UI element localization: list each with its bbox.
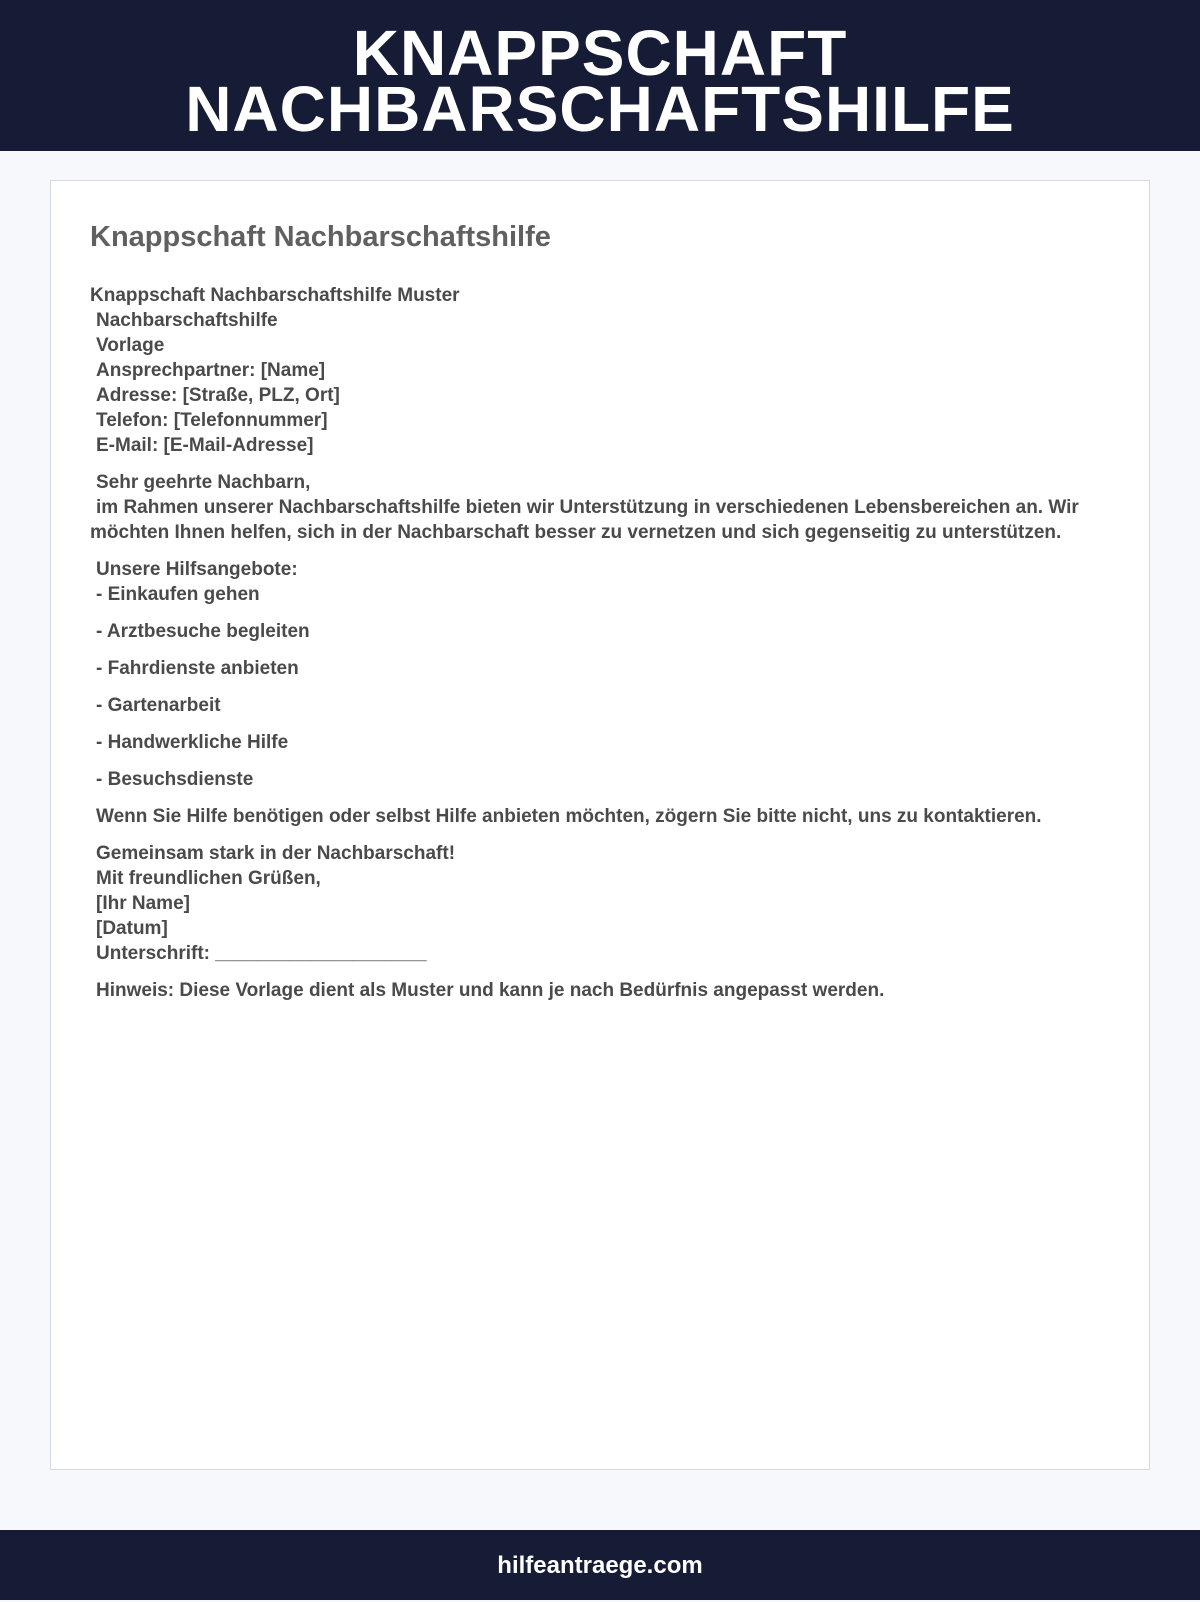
header-line: Vorlage xyxy=(96,335,165,356)
offer-item: - Gartenarbeit xyxy=(96,695,221,716)
banner-title xyxy=(0,17,1200,145)
document-card xyxy=(50,180,1150,1470)
offers-block xyxy=(90,557,1111,607)
footer-site-link[interactable]: hilfeantraege.com xyxy=(497,1552,703,1579)
header-line: Telefon: [Telefonnummer] xyxy=(96,410,328,431)
intro-text: im Rahmen unserer Nachbarschaftshilfe bieten wir Unterstützung in verschiedenen Lebensbereichen an. Wir möchten Ihnen helfen, sich in der Nachbarschaft besser zu vernetzen und sich gegenseitig zu unterstützen. xyxy=(90,497,1079,543)
offer-item: - Einkaufen gehen xyxy=(96,584,260,605)
salutation: Sehr geehrte Nachbarn, xyxy=(96,472,311,493)
footer xyxy=(0,1530,1200,1600)
offers-heading: Unsere Hilfsangebote: xyxy=(96,559,298,580)
closing-line: [Datum] xyxy=(96,918,168,939)
closing-line: [Ihr Name] xyxy=(96,893,190,914)
document-title: Knappschaft Nachbarschaftshilfe xyxy=(90,221,551,253)
header-line: Nachbarschaftshilfe xyxy=(96,310,278,331)
closing-line: Mit freundlichen Grüßen, xyxy=(96,868,321,889)
header-line: E-Mail: [E-Mail-Adresse] xyxy=(96,435,314,456)
intro-block xyxy=(90,470,1111,545)
contact-note: Wenn Sie Hilfe benötigen oder selbst Hilfe anbieten möchten, zögern Sie bitte nicht, uns zu kontaktieren. xyxy=(96,806,1042,827)
offer-item: - Arztbesuche begleiten xyxy=(96,621,310,642)
hint-note: Hinweis: Diese Vorlage dient als Muster und kann je nach Bedürfnis angepasst werden. xyxy=(96,980,885,1001)
banner xyxy=(0,0,1200,151)
offer-item: - Fahrdienste anbieten xyxy=(96,658,299,679)
offer-item: - Besuchsdienste xyxy=(96,769,254,790)
banner-title-line-2: NACHBARSCHAFTSHILFE xyxy=(185,73,1015,145)
closing-line: Gemeinsam stark in der Nachbarschaft! xyxy=(96,843,456,864)
header-line: Adresse: [Straße, PLZ, Ort] xyxy=(96,385,340,406)
header-line: Ansprechpartner: [Name] xyxy=(96,360,326,381)
closing-block xyxy=(90,841,1111,966)
header-line: Knappschaft Nachbarschaftshilfe Muster xyxy=(90,285,460,306)
offer-item: - Handwerkliche Hilfe xyxy=(96,732,289,753)
header-block xyxy=(90,283,1111,458)
banner-title-line-1: KNAPPSCHAFT xyxy=(352,17,848,89)
document-body xyxy=(90,283,1111,1003)
signature-line: Unterschrift: ____________________ xyxy=(96,943,427,964)
